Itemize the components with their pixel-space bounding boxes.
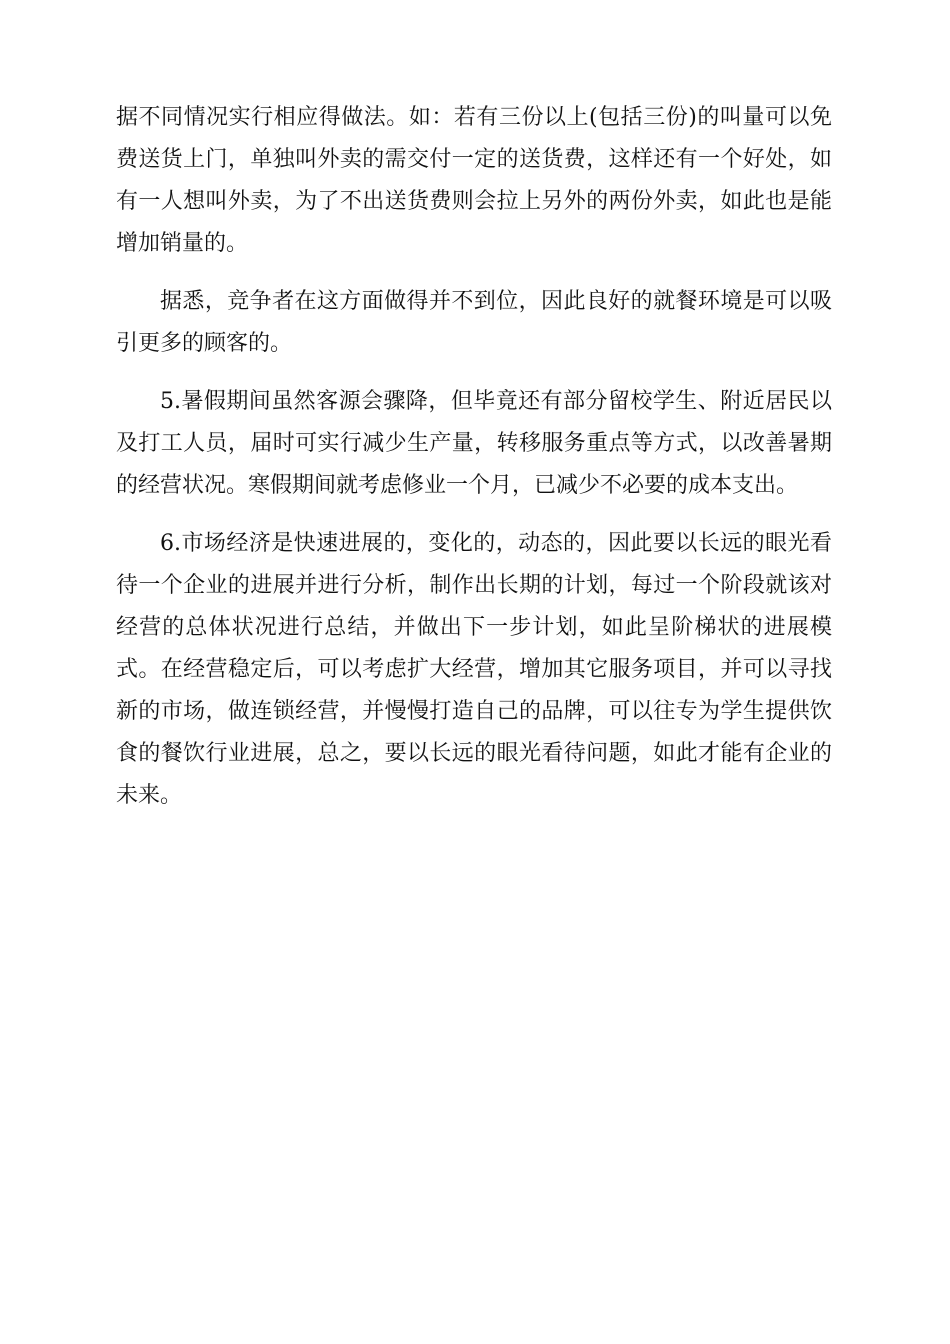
paragraph-continuation: 据不同情况实行相应得做法。如：若有三份以上(包括三份)的叫量可以免费送货上门，单独叫外卖的需交付一定的送货费，这样还有一个好处，如有一人想叫外卖，为了不出送货费则会拉上另外的两份外卖，如此也是能增加销量的。 <box>116 105 832 256</box>
paragraph-item-6: 6.市场经济是快速进展的，变化的，动态的，因此要以长远的眼光看待一个企业的进展并进行分析，制作出长期的计划，每过一个阶段就该对经营的总体状况进行总结，并做出下一步计划，如此呈阶梯状的进展模式。在经营稳定后，可以考虑扩大经营，增加其它服务项目，并可以寻找新的市场，做连锁经营，并慢慢打造自己的品牌，可以往专为学生提供饮食的餐饮行业进展，总之，要以长远的眼光看待问题，如此才能有企业的未来。 <box>116 531 832 808</box>
paragraph-dining-environment: 据悉，竞争者在这方面做得并不到位，因此良好的就餐环境是可以吸引更多的顾客的。 <box>116 289 832 356</box>
paragraph-item-5: 5.暑假期间虽然客源会骤降，但毕竟还有部分留校学生、附近居民以及打工人员，届时可实行减少生产量，转移服务重点等方式，以改善暑期的经营状况。寒假期间就考虑修业一个月，已减少不必要的成本支出。 <box>116 389 832 498</box>
document-body <box>116 97 832 833</box>
